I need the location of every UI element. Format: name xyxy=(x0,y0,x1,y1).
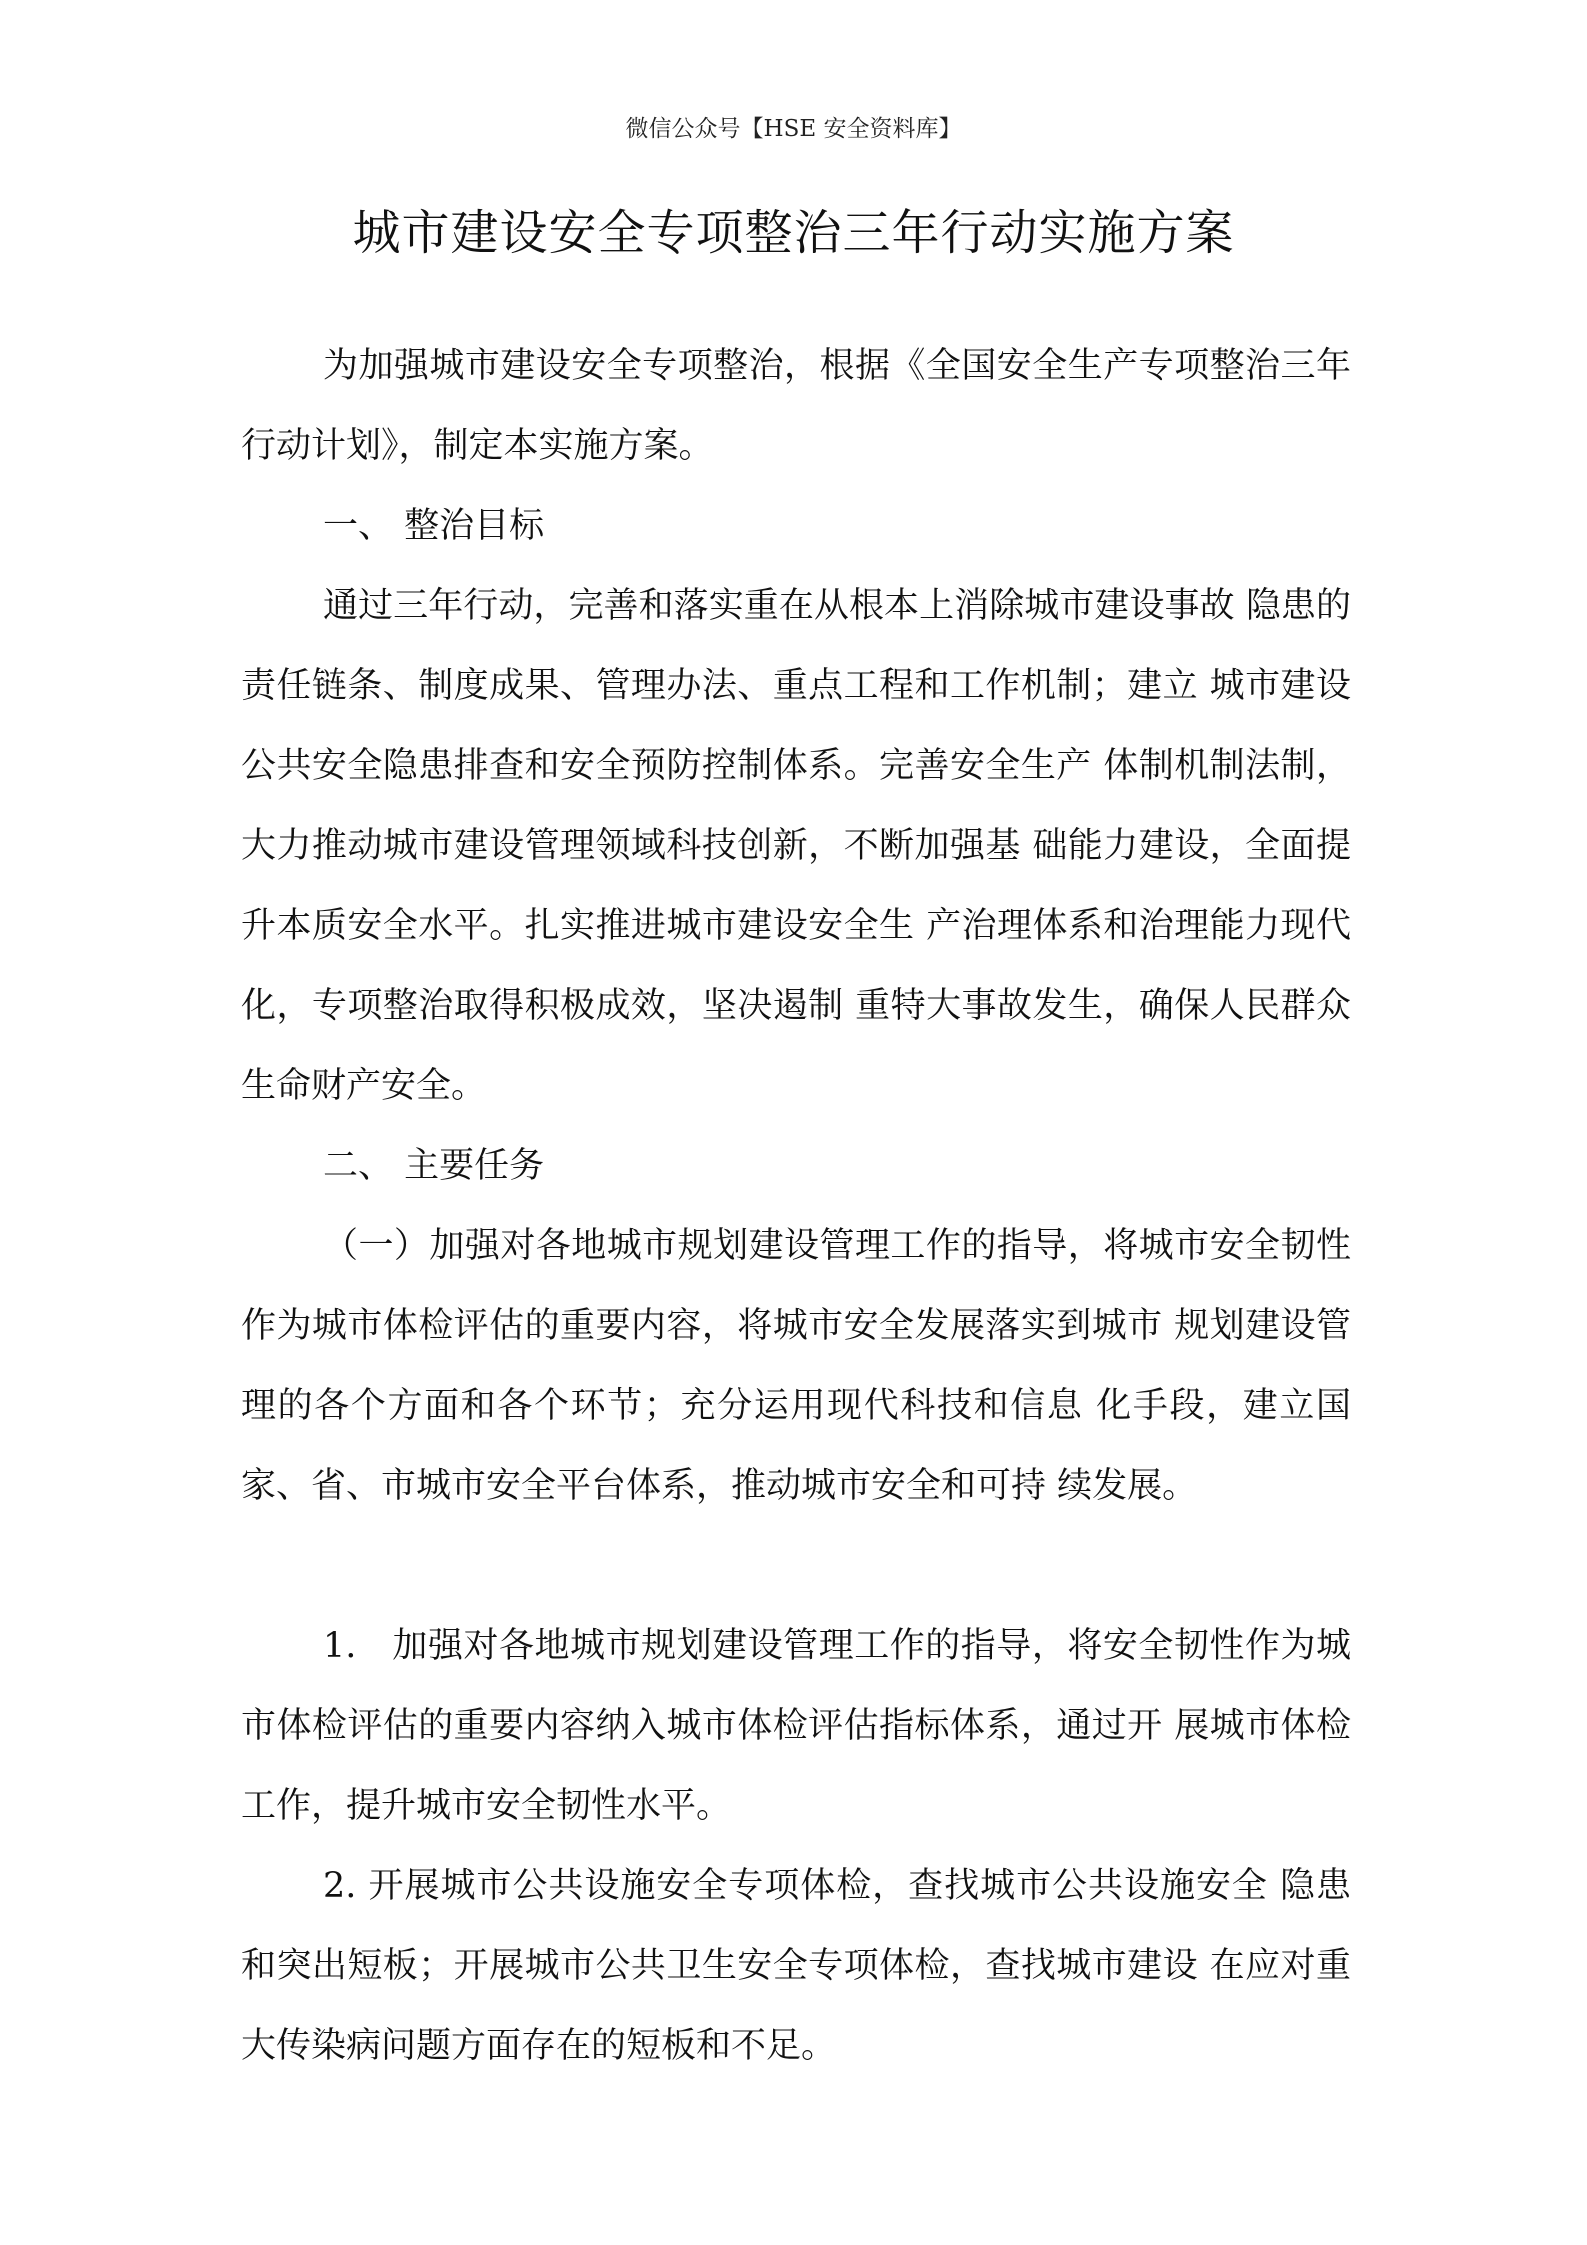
document-title: 城市建设安全专项整治三年行动实施方案 xyxy=(352,205,1235,261)
section-2-heading: 二、 主要任务 xyxy=(323,1146,545,1186)
task-1-paragraph: （一）加强对各地城市规划建设管理工作的指导，将城市安全韧性作为城市体检评估的重要内容，将城市安全发展落实到城市 规划建设管理的各个方面和各个环节；充分运用现代科技和信息 化手段，建立国家、省、市城市安全平台体系，推动城市安全和可持 续发展。 xyxy=(241,1226,1351,1506)
section-1-paragraph: 通过三年行动，完善和落实重在从根本上消除城市建设事故 隐患的责任链条、制度成果、管理办法、重点工程和工作机制；建立 城市建设公共安全隐患排查和安全预防控制体系。完善安全生产 体制机制法制，大力推动城市建设管理领域科技创新，不断加强基 础能力建设，全面提升本质安全水平。扎实推进城市建设安全生 产治理体系和治理能力现代化，专项整治取得积极成效，坚决遏制 重特大事故发生，确保人民群众生命财产安全。 xyxy=(241,586,1351,1106)
page-header-source: 微信公众号【HSE 安全资料库】 xyxy=(625,116,962,142)
task-item-1-paragraph: 1. 加强对各地城市规划建设管理工作的指导，将安全韧性作为城市体检评估的重要内容纳入城市体检评估指标体系，通过开 展城市体检工作，提升城市安全韧性水平。 xyxy=(241,1626,1351,1826)
task-item-2-paragraph: 2. 开展城市公共设施安全专项体检，查找城市公共设施安全 隐患和突出短板；开展城市公共卫生安全专项体检，查找城市建设 在应对重大传染病问题方面存在的短板和不足。 xyxy=(241,1866,1351,2066)
section-1-heading: 一、 整治目标 xyxy=(323,506,545,546)
intro-paragraph: 为加强城市建设安全专项整治，根据《全国安全生产专项整治三年行动计划》，制定本实施方案。 xyxy=(241,346,1351,466)
